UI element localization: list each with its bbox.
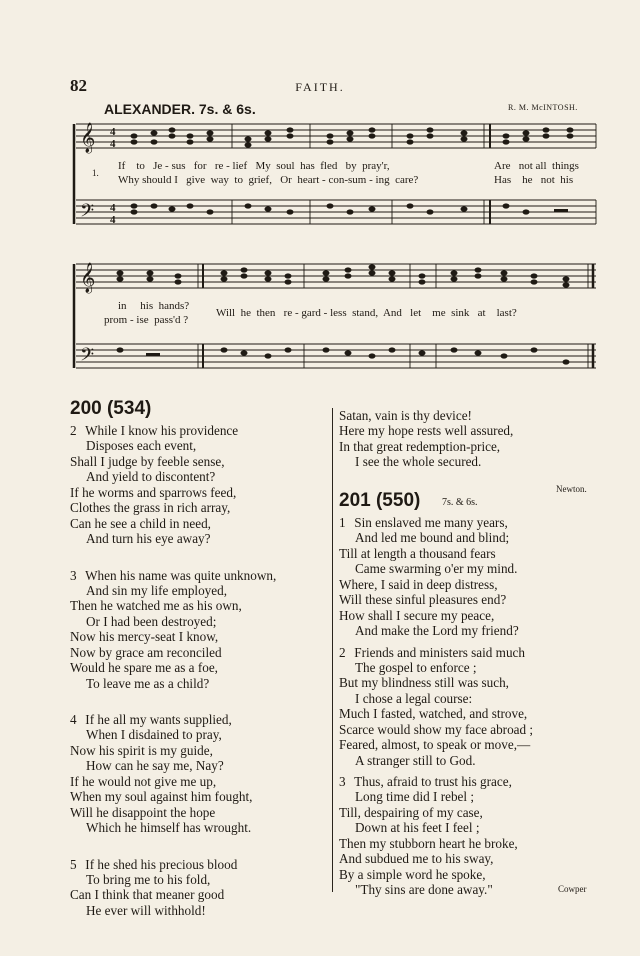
- hymn-200-continuation: [339, 408, 599, 470]
- hymn-200-left-column: [70, 423, 325, 918]
- stanza-line: Down at his feet I feel ;: [355, 820, 480, 836]
- stanza-line: 3 Thus, afraid to trust his grace,: [339, 774, 512, 789]
- stanza-line: 2 While I know his providence: [70, 423, 239, 438]
- stanza-line: And yield to discontent?: [86, 469, 216, 485]
- verse-number: 2: [70, 423, 77, 438]
- lyric-line-3: Will he then re - gard - less stand, And let me sink at last?: [216, 307, 517, 319]
- stanza-line: Then my stubborn heart he broke,: [339, 835, 518, 851]
- lyric-line-2-tail: Has he not his: [494, 174, 574, 186]
- stanza-line: Here my hope rests well assured,: [339, 423, 514, 439]
- svg-text:𝄢: 𝄢: [80, 201, 95, 226]
- lyric-line-2: Why should I give way to grief, Or heart - con-sum - ing care?: [118, 174, 419, 186]
- stanza-line: Long time did I rebel ;: [355, 789, 475, 805]
- stanza-line: And turn his eye away?: [86, 531, 211, 547]
- verse-number: 1: [339, 515, 346, 530]
- stanza-line: If he worms and sparrows feed,: [70, 484, 237, 500]
- stanza-line: When I disdained to pray,: [86, 727, 222, 743]
- verse-number: 4: [70, 712, 77, 727]
- stanza-line: How shall I secure my peace,: [339, 607, 495, 623]
- hymn-201-author: Cowper: [558, 884, 587, 894]
- stanza-line: By a simple word he spoke,: [339, 866, 486, 882]
- lyric-line-4-head: prom - ise pass'd ?: [104, 314, 189, 326]
- svg-text:4: 4: [110, 126, 116, 138]
- stanza-line: Then he watched me as his own,: [70, 598, 242, 614]
- lyric-line-1: If to Je - sus for re - lief My soul has fled by pray'r,: [118, 160, 390, 172]
- stanza-line: 4 If he all my wants supplied,: [70, 712, 232, 727]
- stanza-line: But my blindness still was such,: [339, 675, 509, 691]
- svg-text:4: 4: [110, 138, 116, 150]
- column-divider: [332, 408, 333, 892]
- hymn-201-number: 201 (550): [339, 490, 421, 511]
- hymn-201-column: [339, 515, 601, 898]
- stanza-line: If he would not give me up,: [70, 773, 217, 789]
- stanza-line: Disposes each event,: [86, 438, 197, 454]
- stanza-line: 5 If he shed his precious blood: [70, 856, 238, 872]
- stanza-line: Scarce would show my face abroad ;: [339, 721, 534, 737]
- tune-composer: R. M. McINTOSH.: [508, 103, 578, 112]
- hymn-200-number: 200 (534): [70, 398, 152, 419]
- stanza-line: Now by grace am reconciled: [70, 644, 222, 660]
- stanza-line: Can he see a child in need,: [70, 515, 211, 531]
- stanza-line: When my soul against him fought,: [70, 789, 253, 805]
- hymn-200-author: Newton.: [556, 484, 587, 494]
- svg-text:4: 4: [110, 214, 116, 226]
- svg-text:𝄞: 𝄞: [80, 263, 96, 293]
- stanza-line: Where, I said in deep distress,: [339, 576, 498, 592]
- svg-text:𝄞: 𝄞: [80, 123, 96, 153]
- stanza-line: Now his mercy-seat I know,: [70, 629, 219, 645]
- lyric-line-3-head: in his hands?: [118, 300, 190, 312]
- svg-text:4: 4: [110, 202, 116, 214]
- verse-number: 5: [70, 856, 77, 872]
- stanza-line: And sin my life employed,: [86, 582, 228, 598]
- stanza-line: Will these sinful pleasures end?: [339, 592, 507, 608]
- stanza-line: I see the whole secured.: [355, 454, 482, 470]
- stanza-line: How can he say me, Nay?: [86, 758, 224, 774]
- stanza-line: He ever will withhold!: [86, 902, 206, 918]
- stanza-line: A stranger still to God.: [355, 752, 476, 768]
- stanza-line: Would he spare me as a foe,: [70, 660, 218, 676]
- verse-number: 2: [339, 644, 346, 660]
- stanza-line: Much I fasted, watched, and strove,: [339, 706, 528, 722]
- stanza-line: Till at length a thousand fears: [339, 545, 496, 561]
- svg-text:𝄢: 𝄢: [80, 345, 95, 370]
- stanza-line: Shall I judge by feeble sense,: [70, 453, 225, 469]
- page-number: 82: [70, 76, 87, 95]
- stanza-line: And make the Lord my friend?: [355, 623, 519, 639]
- stanza-line: Till, despairing of my case,: [339, 804, 483, 820]
- stanza-line: To leave me as a child?: [86, 675, 210, 691]
- stanza-line: And led me bound and blind;: [355, 530, 510, 546]
- stanza-line: Will he disappoint the hope: [70, 804, 216, 820]
- lyric-line-1-tail: Are not all things: [494, 160, 579, 172]
- verse-number: 3: [70, 567, 77, 583]
- stanza-line: The gospel to enforce ;: [355, 659, 477, 675]
- hymn-201-meter: 7s. & 6s.: [442, 497, 478, 508]
- stanza-line: 2 Friends and ministers said much: [339, 644, 525, 660]
- stanza-line: I chose a legal course:: [355, 690, 473, 706]
- verse-number: 1.: [92, 168, 99, 178]
- stanza-line: Clothes the grass in rich array,: [70, 500, 231, 516]
- stanza-line: Can I think that meaner good: [70, 887, 225, 903]
- stanza-line: To bring me to his fold,: [86, 871, 211, 887]
- tune-name: ALEXANDER. 7s. & 6s.: [104, 101, 256, 117]
- stanza-line: Or I had been destroyed;: [86, 613, 217, 629]
- stanza-line: Feared, almost, to speak or move,—: [339, 737, 531, 753]
- stanza-line: Satan, vain is thy device!: [339, 408, 472, 423]
- stanza-line: 3 When his name was quite unknown,: [70, 567, 277, 583]
- verse-number: 3: [339, 774, 346, 789]
- stanza-line: Now his spirit is my guide,: [70, 742, 213, 758]
- stanza-line: 1 Sin enslaved me many years,: [339, 515, 508, 530]
- stanza-line: Came swarming o'er my mind.: [355, 561, 518, 577]
- stanza-line: And subdued me to his sway,: [339, 851, 494, 867]
- stanza-line: "Thy sins are done away.": [355, 882, 493, 898]
- stanza-line: In that great redemption-price,: [339, 438, 501, 454]
- running-title: FAITH.: [295, 80, 345, 94]
- stanza-line: Which he himself has wrought.: [86, 820, 252, 836]
